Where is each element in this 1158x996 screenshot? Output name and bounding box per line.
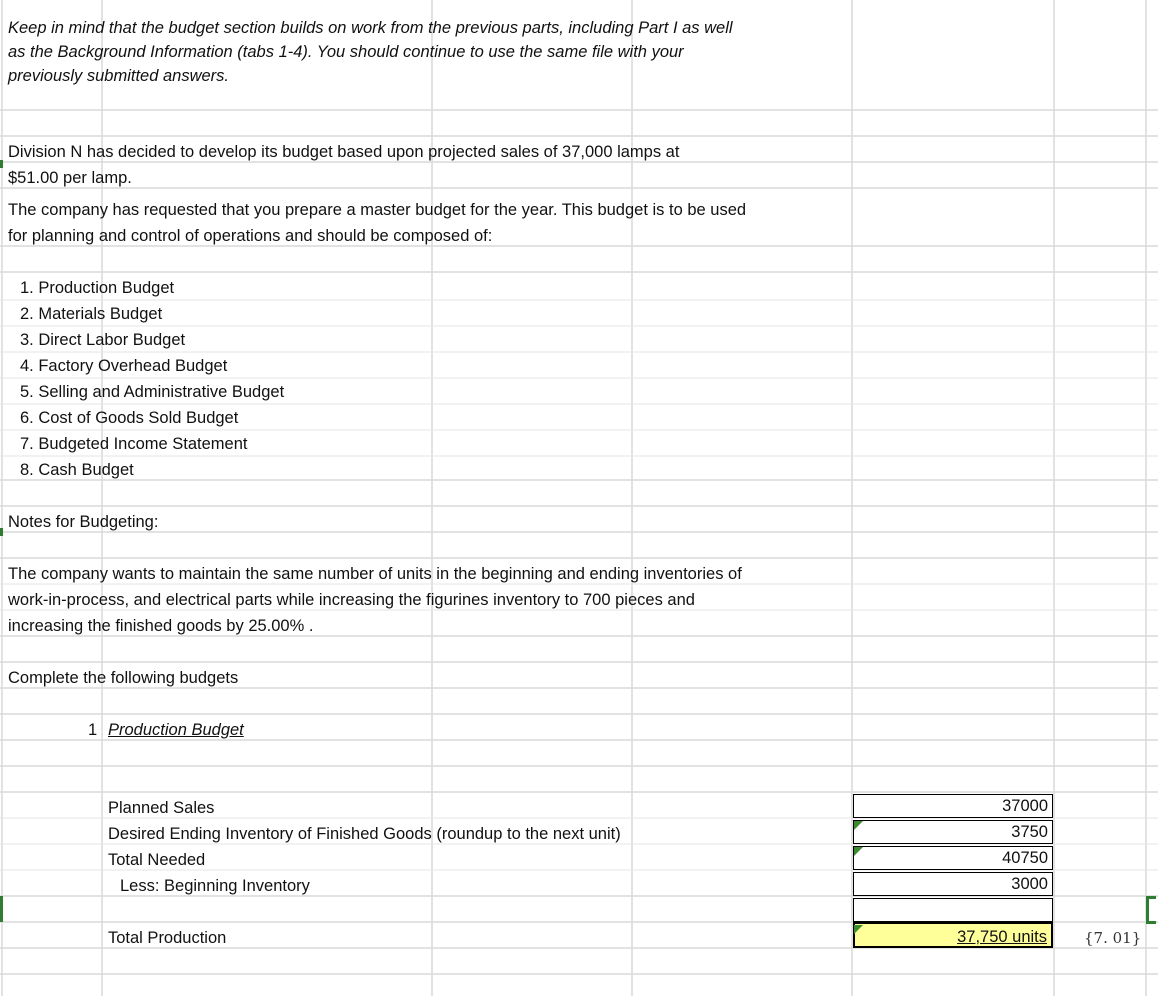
beginning-inventory-cell[interactable]: 3000 [853, 872, 1053, 896]
intro-line-3: previously submitted answers. [8, 67, 230, 85]
planned-sales-cell[interactable]: 37000 [853, 794, 1053, 818]
list-item: 6. Cost of Goods Sold Budget [20, 409, 239, 427]
total-production-cell[interactable] [853, 922, 1053, 948]
ending-inventory-cell[interactable]: 3750 [853, 820, 1053, 844]
planned-sales-label: Planned Sales [108, 799, 215, 817]
list-item: 7. Budgeted Income Statement [20, 435, 248, 453]
division-line-2: $51.00 per lamp. [8, 169, 132, 187]
total-production-value: 37,750 units [957, 928, 1047, 946]
row-marker [0, 528, 3, 536]
production-budget-title: Production Budget [108, 721, 244, 739]
selection-bracket [1146, 896, 1156, 924]
row-marker [0, 160, 3, 168]
list-item: 3. Direct Labor Budget [20, 331, 186, 349]
division-line-1: Division N has decided to develop its budget based upon projected sales of 37,000 lamps at [8, 143, 680, 161]
row-marker [0, 896, 3, 922]
request-line-2: for planning and control of operations and should be composed of: [8, 227, 493, 245]
notes-heading: Notes for Budgeting: [8, 513, 159, 531]
request-line-1: The company has requested that you prepare a master budget for the year. This budget is to be used [8, 201, 747, 219]
cell-error-indicator-icon [854, 925, 863, 934]
list-item: 1. Production Budget [20, 279, 175, 297]
reference-label: {7. 01} [1084, 929, 1142, 947]
beginning-inventory-label: Less: Beginning Inventory [120, 877, 310, 895]
list-item: 4. Factory Overhead Budget [20, 357, 228, 375]
blank-cell[interactable] [853, 898, 1053, 922]
complete-heading: Complete the following budgets [8, 669, 239, 687]
cell-error-indicator-icon [854, 821, 863, 830]
list-item: 5. Selling and Administrative Budget [20, 383, 285, 401]
ending-inventory-label: Desired Ending Inventory of Finished Goods (roundup to the next unit) [108, 825, 621, 843]
list-item: 8. Cash Budget [20, 461, 134, 479]
cell-error-indicator-icon [854, 847, 863, 856]
intro-line-1: Keep in mind that the budget section builds on work from the previous parts, including Part I as well [8, 19, 733, 37]
budget-number: 1 [88, 721, 98, 739]
inventory-note-line-2: work-in-process, and electrical parts while increasing the figurines inventory to 700 pieces and [8, 591, 695, 609]
inventory-note-line-1: The company wants to maintain the same number of units in the beginning and ending inventories of [8, 565, 742, 583]
inventory-note-line-3: increasing the finished goods by 25.00% . [8, 617, 314, 635]
intro-line-2: as the Background Information (tabs 1-4). You should continue to use the same file with your [8, 43, 684, 61]
list-item: 2. Materials Budget [20, 305, 163, 323]
total-needed-cell[interactable]: 40750 [853, 846, 1053, 870]
total-production-label: Total Production [108, 929, 227, 947]
total-needed-label: Total Needed [108, 851, 206, 869]
